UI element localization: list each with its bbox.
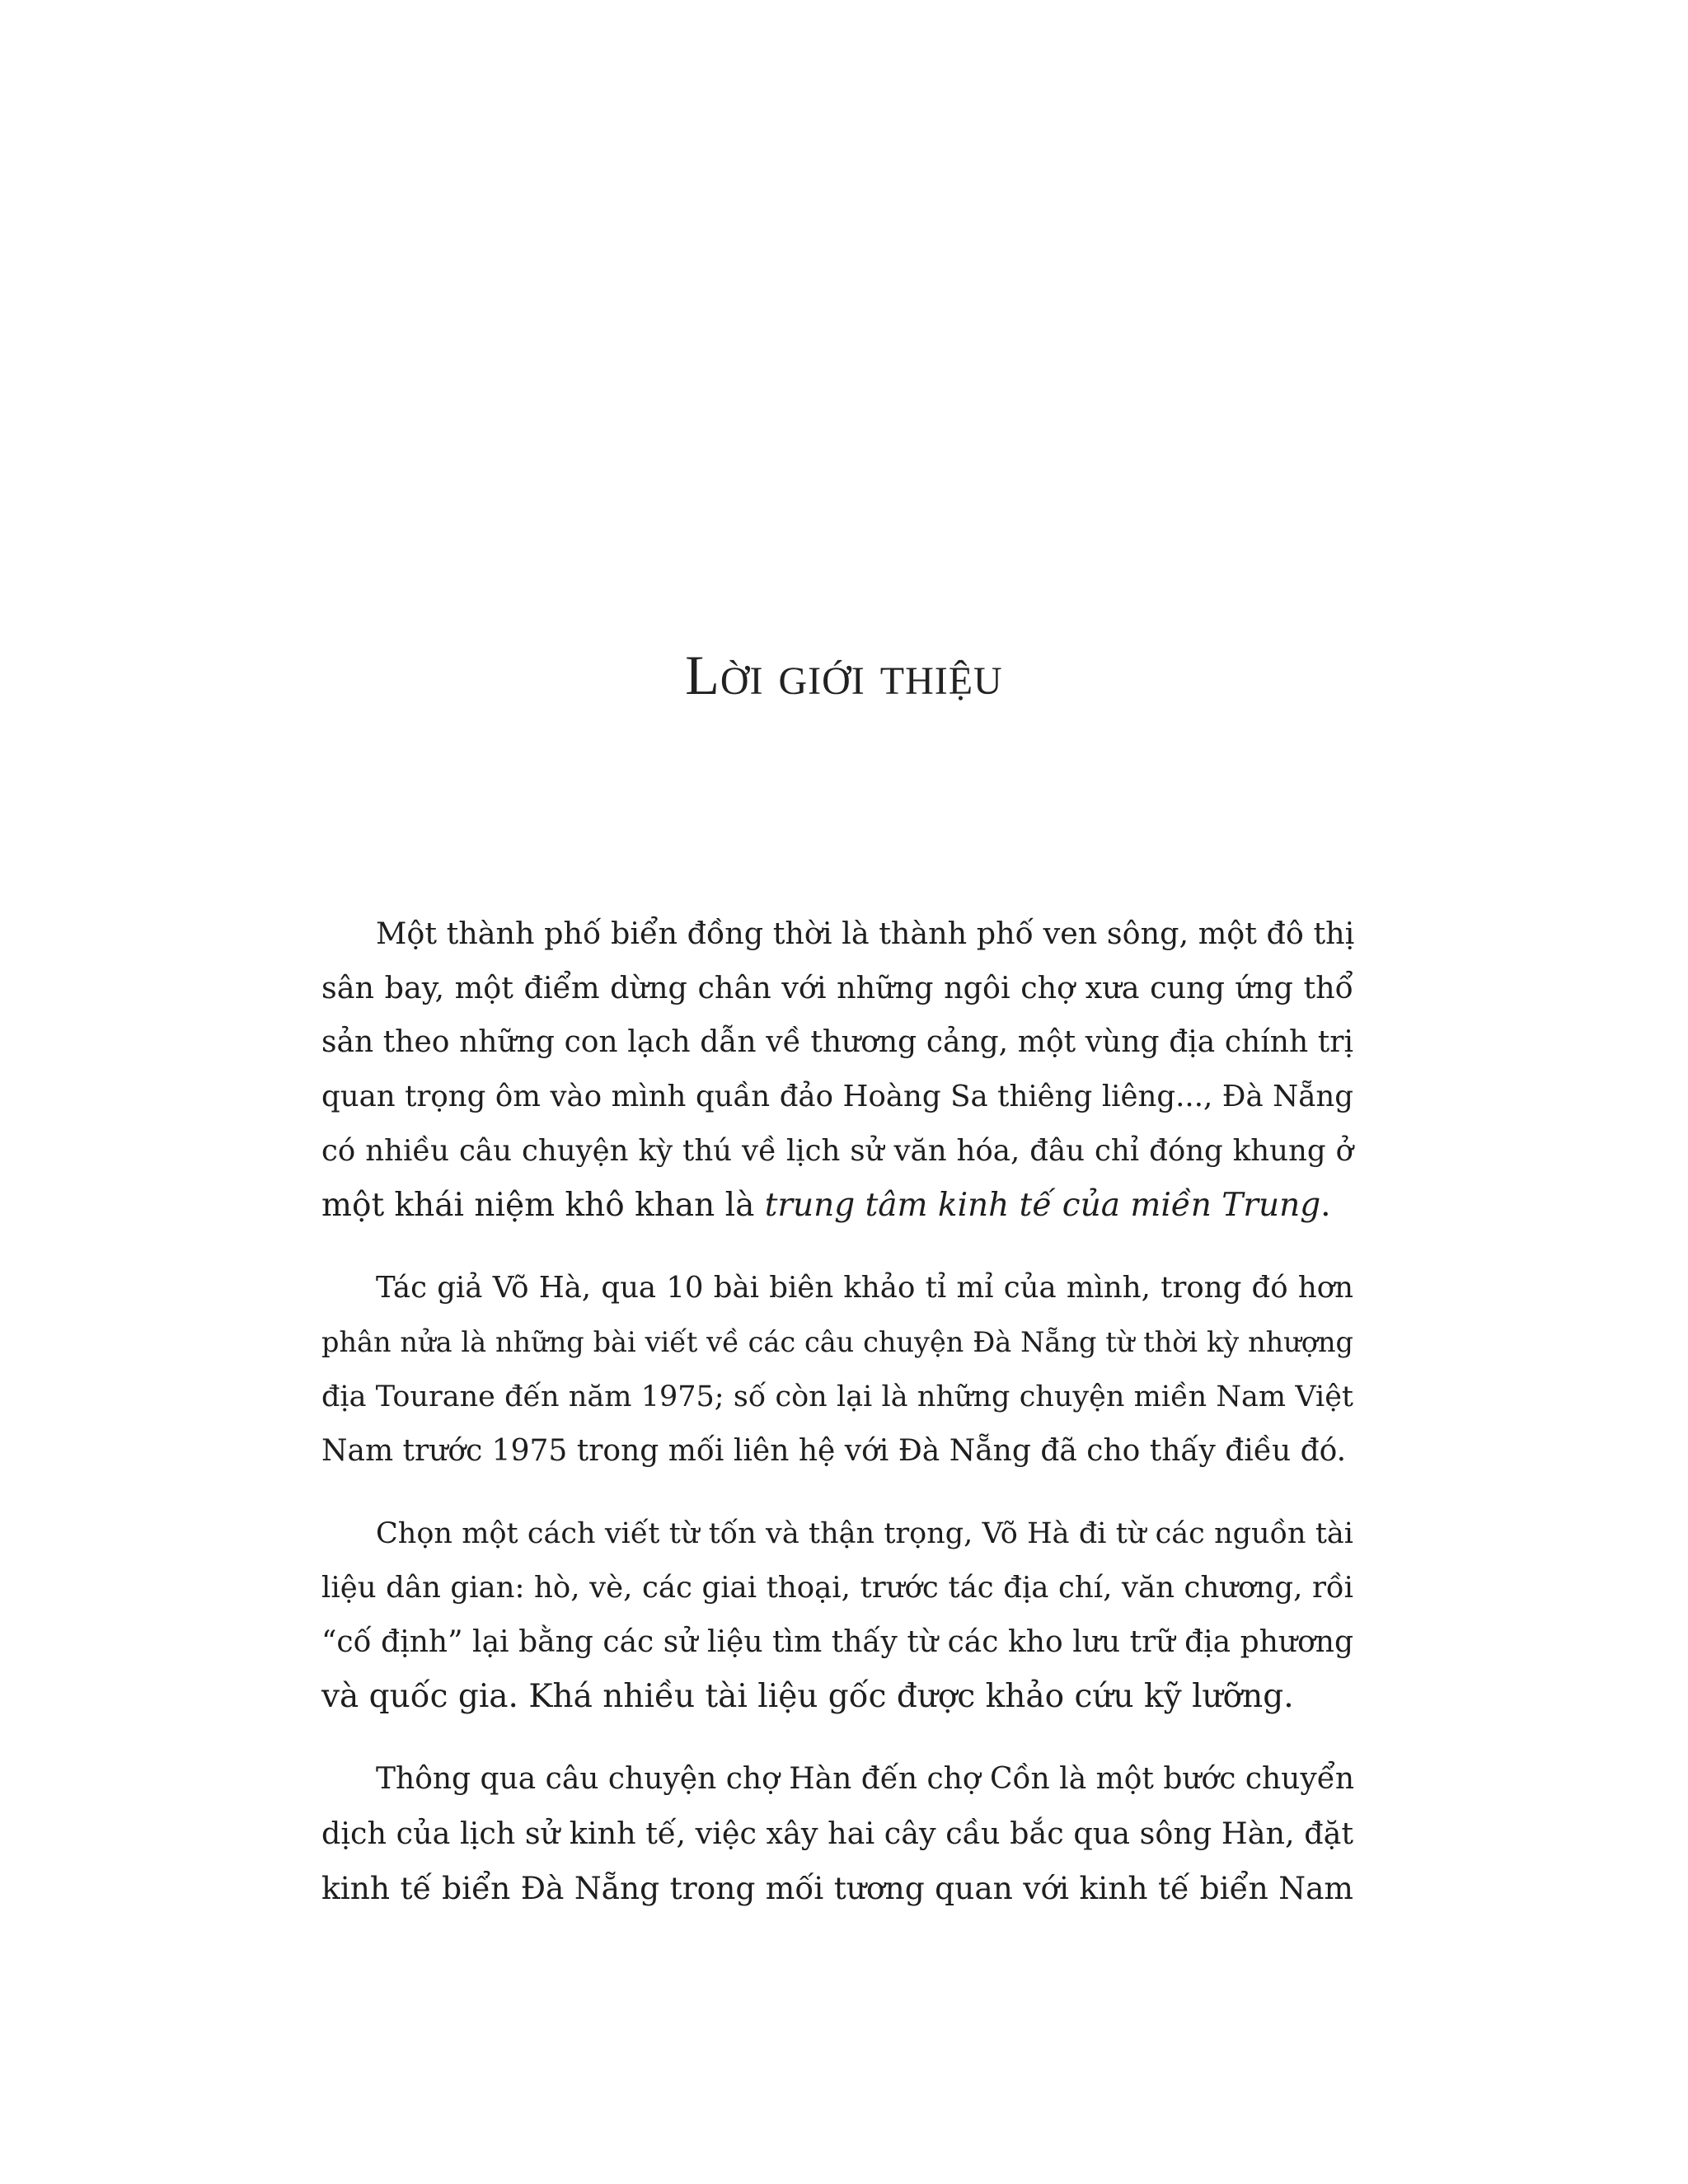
text-line: Tác giả Võ Hà, qua 10 bài biên khảo tỉ mỉ của mình, trong đó hơn bbox=[376, 1271, 1353, 1305]
text-line: Chọn một cách viết từ tốn và thận trọng, Võ Hà đi từ các nguồn tài bbox=[376, 1517, 1353, 1550]
text-line-last bbox=[321, 1179, 1353, 1233]
text-line: phân nửa là những bài viết về các câu chuyện Đà Nẵng từ thời kỳ nhượng bbox=[321, 1326, 1353, 1358]
text-line: địa Tourane đến năm 1975; số còn lại là những chuyện miền Nam Việt bbox=[321, 1380, 1353, 1413]
paragraph-3 bbox=[321, 1507, 1353, 1724]
text-line: có nhiều câu chuyện kỳ thú về lịch sử văn hóa, đâu chỉ đóng khung ở bbox=[321, 1134, 1353, 1168]
text-line: Một thành phố biển đồng thời là thành phố ven sông, một đô thị bbox=[376, 916, 1355, 951]
paragraph-2 bbox=[321, 1261, 1353, 1479]
text-line: liệu dân gian: hò, vè, các giai thoại, trước tác địa chí, văn chương, rồi bbox=[321, 1571, 1353, 1605]
italic-phrase: trung tâm kinh tế của miền Trung bbox=[764, 1187, 1321, 1224]
text-segment: . bbox=[1320, 1187, 1331, 1224]
paragraph-1 bbox=[321, 907, 1353, 1233]
text-line: dịch của lịch sử kinh tế, việc xây hai cây cầu bắc qua sông Hàn, đặt bbox=[321, 1816, 1353, 1851]
text-line: và quốc gia. Khá nhiều tài liệu gốc được khảo cứu kỹ lưỡng. bbox=[321, 1678, 1294, 1715]
text-line: “cố định” lại bằng các sử liệu tìm thấy từ các kho lưu trữ địa phương bbox=[321, 1625, 1353, 1659]
text-segment: một khái niệm khô khan là bbox=[321, 1187, 765, 1224]
text-line: sản theo những con lạch dẫn về thương cảng, một vùng địa chính trị bbox=[321, 1025, 1353, 1059]
body-text bbox=[321, 907, 1353, 1943]
page-title: Lời giới thiệu bbox=[685, 644, 1003, 706]
text-line: Nam trước 1975 trong mối liên hệ với Đà Nẵng đã cho thấy điều đó. bbox=[321, 1434, 1347, 1468]
text-line: Thông qua câu chuyện chợ Hàn đến chợ Cồn là một bước chuyển bbox=[376, 1762, 1355, 1796]
text-line: kinh tế biển Đà Nẵng trong mối tương quan với kinh tế biển Nam bbox=[321, 1870, 1353, 1906]
text-line: sân bay, một điểm dừng chân với những ngôi chợ xưa cung ứng thổ bbox=[321, 970, 1353, 1005]
paragraph-4 bbox=[321, 1752, 1353, 1915]
text-line: quan trọng ôm vào mình quần đảo Hoàng Sa thiêng liêng..., Đà Nẵng bbox=[321, 1080, 1353, 1113]
